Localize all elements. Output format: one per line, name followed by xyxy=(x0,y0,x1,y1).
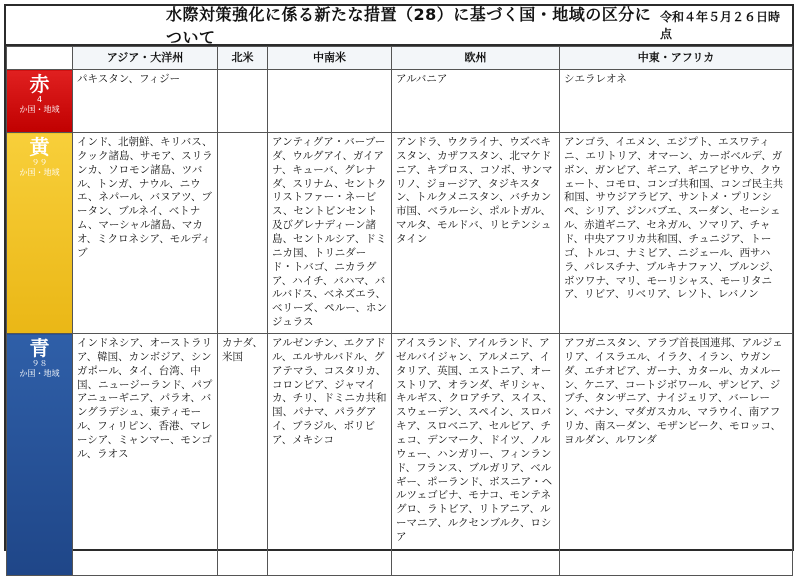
cell-red-north-america xyxy=(218,70,268,133)
cell-red-asia: パキスタン、フィジー xyxy=(73,70,218,133)
category-label-blue: 青 xyxy=(29,336,50,361)
sheet-title: 水際対策強化に係る新たな措置（28）に基づく国・地域の区分について xyxy=(166,5,652,47)
classification-sheet xyxy=(4,4,794,551)
category-label-yellow: 黄 xyxy=(29,135,50,159)
corner-cell xyxy=(7,47,73,70)
cell-yellow-europe: アンドラ、ウクライナ、ウズベキスタン、カザフスタン、北マケドニア、キプロス、コソボ、サンマリノ、ジョージア、タジキスタン、トルクメニスタン、バチカン市国、ベラルーシ、ポルトガル、マルタ、モルドバ、リヒテンシュタイン xyxy=(392,133,560,334)
category-label-red: 赤 xyxy=(29,72,50,96)
cell-yellow-middle-east-africa: アンゴラ、イエメン、エジプト、エスワティニ、エリトリア、オマーン、カーボベルデ、ガボン、ガンビア、ギニア、ギニアビサウ、クウェート、コモロ、コンゴ共和国、コンゴ民主共和国、サウジアラビア、サントメ・プリンシペ、シリア、ジンバブエ、スーダン、セーシェル、赤道ギニア、セネガル、ソマリア、チャド、中央アフリカ共和国、チュニジア、トーゴ、トルコ、ナミビア、ニジェール、西サハラ、パレスチナ、ブルキナファソ、ブルンジ、ボツワナ、マリ、モーリシャス、モーリタニア、リビア、リベリア、レソト、レバノン xyxy=(560,133,793,334)
cell-red-middle-east-africa: シエラレオネ xyxy=(560,70,793,133)
category-unit-blue: か国・地域 xyxy=(19,368,60,378)
category-red xyxy=(7,70,73,133)
cell-yellow-latin-america: アンティグア・バーブーダ、ウルグアイ、ガイアナ、キューバ、グレナダ、スリナム、セントクリストファー・ネービス、セントビンセント及びグレナディーン諸島、セントルシア、ドミニカ国、トリニダード・トバゴ、ニカラグア、ハイチ、バハマ、バルバドス、ベネズエラ、ベリーズ、ペルー、ホンジュラス xyxy=(268,133,392,334)
as-of-date: 令和４年５月２６日時点 xyxy=(659,10,780,41)
category-blue xyxy=(7,334,73,576)
category-count-blue: ９８ xyxy=(31,359,48,369)
cell-blue-latin-america: アルゼンチン、エクアドル、エルサルバドル、グアテマラ、コスタリカ、コロンビア、ジャマイカ、チリ、ドミニカ共和国、パナマ、パラグアイ、ブラジル、ボリビア、メキシコ xyxy=(268,334,392,576)
column-header-latin-america: 中南米 xyxy=(268,47,392,70)
category-unit-red: か国・地域 xyxy=(19,104,60,114)
cell-yellow-asia: インド、北朝鮮、キリバス、クック諸島、サモア、スリランカ、ソロモン諸島、ツバル、トンガ、ナウル、ニウエ、ネパール、バヌアツ、ブータン、ブルネイ、ベトナム、マーシャル諸島、マカオ、ミクロネシア、モルディブ xyxy=(73,133,218,334)
column-header-north-america: 北米 xyxy=(218,47,268,70)
category-count-yellow: ９９ xyxy=(31,158,48,167)
cell-red-latin-america xyxy=(268,70,392,133)
classification-table xyxy=(6,46,793,576)
category-count-red: 4 xyxy=(36,95,43,104)
category-unit-yellow: か国・地域 xyxy=(19,167,60,177)
category-yellow xyxy=(7,133,73,334)
column-header-row xyxy=(7,47,793,70)
cell-red-europe: アルバニア xyxy=(392,70,560,133)
table-row-blue xyxy=(7,334,793,576)
table-row-red xyxy=(7,70,793,133)
cell-yellow-north-america xyxy=(218,133,268,334)
column-header-europe: 欧州 xyxy=(392,47,560,70)
cell-blue-asia: インドネシア、オーストラリア、韓国、カンボジア、シンガポール、タイ、台湾、中国、ニュージーランド、パプアニューギニア、パラオ、バングラデシュ、東ティモール、フィリピン、香港、マレーシア、ミャンマー、モンゴル、ラオス xyxy=(73,334,218,576)
cell-blue-north-america: カナダ、米国 xyxy=(218,334,268,576)
column-header-middle-east-africa: 中東・アフリカ xyxy=(560,47,793,70)
cell-blue-middle-east-africa: アフガニスタン、アラブ首長国連邦、アルジェリア、イスラエル、イラク、イラン、ウガンダ、エチオピア、ガーナ、カタール、カメルーン、ケニア、コートジボワール、ザンビア、ジブチ、タンザニア、ナイジェリア、バーレーン、ベナン、マダガスカル、マラウイ、南アフリカ、南スーダン、モザンビーク、モロッコ、ヨルダン、ルワンダ xyxy=(560,334,793,576)
table-row-yellow xyxy=(7,133,793,334)
sheet-header xyxy=(6,6,792,46)
column-header-asia: アジア・大洋州 xyxy=(73,47,218,70)
cell-blue-europe: アイスランド、アイルランド、アゼルバイジャン、アルメニア、イタリア、英国、エストニア、オーストリア、オランダ、ギリシャ、キルギス、クロアチア、スイス、スウェーデン、スペイン、スロバキア、スロベニア、セルビア、チェコ、デンマーク、ドイツ、ノルウェー、ハンガリー、フィンランド、フランス、ブルガリア、ベルギー、ポーランド、ボスニア・ヘルツェゴビナ、モナコ、モンテネグロ、ラトビア、リトアニア、ルーマニア、ルクセンブルク、ロシア xyxy=(392,334,560,576)
